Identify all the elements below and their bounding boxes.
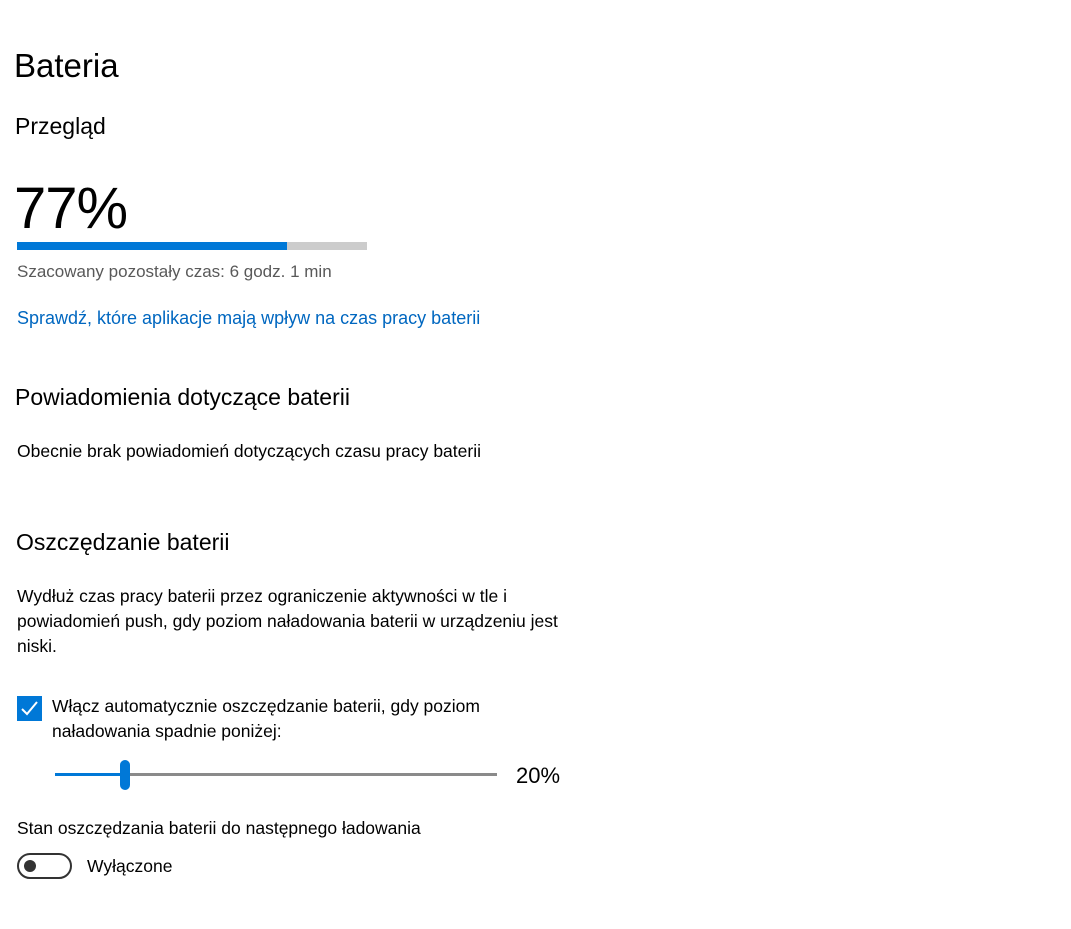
battery-saver-toggle-state: Wyłączone xyxy=(87,856,173,876)
battery-level-bar xyxy=(17,242,367,250)
battery-usage-by-app-link[interactable]: Sprawdź, które aplikacje mają wpływ na czas pracy baterii xyxy=(17,308,481,328)
battery-saver-threshold-slider[interactable] xyxy=(55,758,497,792)
auto-battery-saver-checkbox[interactable] xyxy=(17,696,42,721)
notifications-status-text: Obecnie brak powiadomień dotyczących czasu pracy baterii xyxy=(17,441,481,461)
battery-level-fill xyxy=(17,242,287,250)
notifications-heading: Powiadomienia dotyczące baterii xyxy=(15,384,350,410)
battery-saver-toggle[interactable] xyxy=(17,853,72,879)
estimated-time-remaining: Szacowany pozostały czas: 6 godz. 1 min xyxy=(17,262,332,281)
slider-fill xyxy=(55,773,125,776)
auto-battery-saver-label[interactable]: Włącz automatycznie oszczędzanie baterii, gdy poziom naładowania spadnie poniżej: xyxy=(52,696,480,741)
battery-percent: 77% xyxy=(14,176,128,241)
battery-saver-state-label: Stan oszczędzania baterii do następnego ładowania xyxy=(17,818,421,838)
overview-heading: Przegląd xyxy=(15,113,106,139)
battery-saver-description: Wydłuż czas pracy baterii przez ograniczenie aktywności w tle i powiadomień push, gdy poziom naładowania baterii w urządzeniu jest niski. xyxy=(17,586,558,656)
slider-thumb[interactable] xyxy=(120,760,130,790)
battery-saver-heading: Oszczędzanie baterii xyxy=(16,529,230,555)
toggle-knob xyxy=(24,860,36,872)
page-title: Bateria xyxy=(14,47,119,84)
checkmark-icon xyxy=(19,698,40,719)
threshold-value: 20% xyxy=(516,763,561,788)
